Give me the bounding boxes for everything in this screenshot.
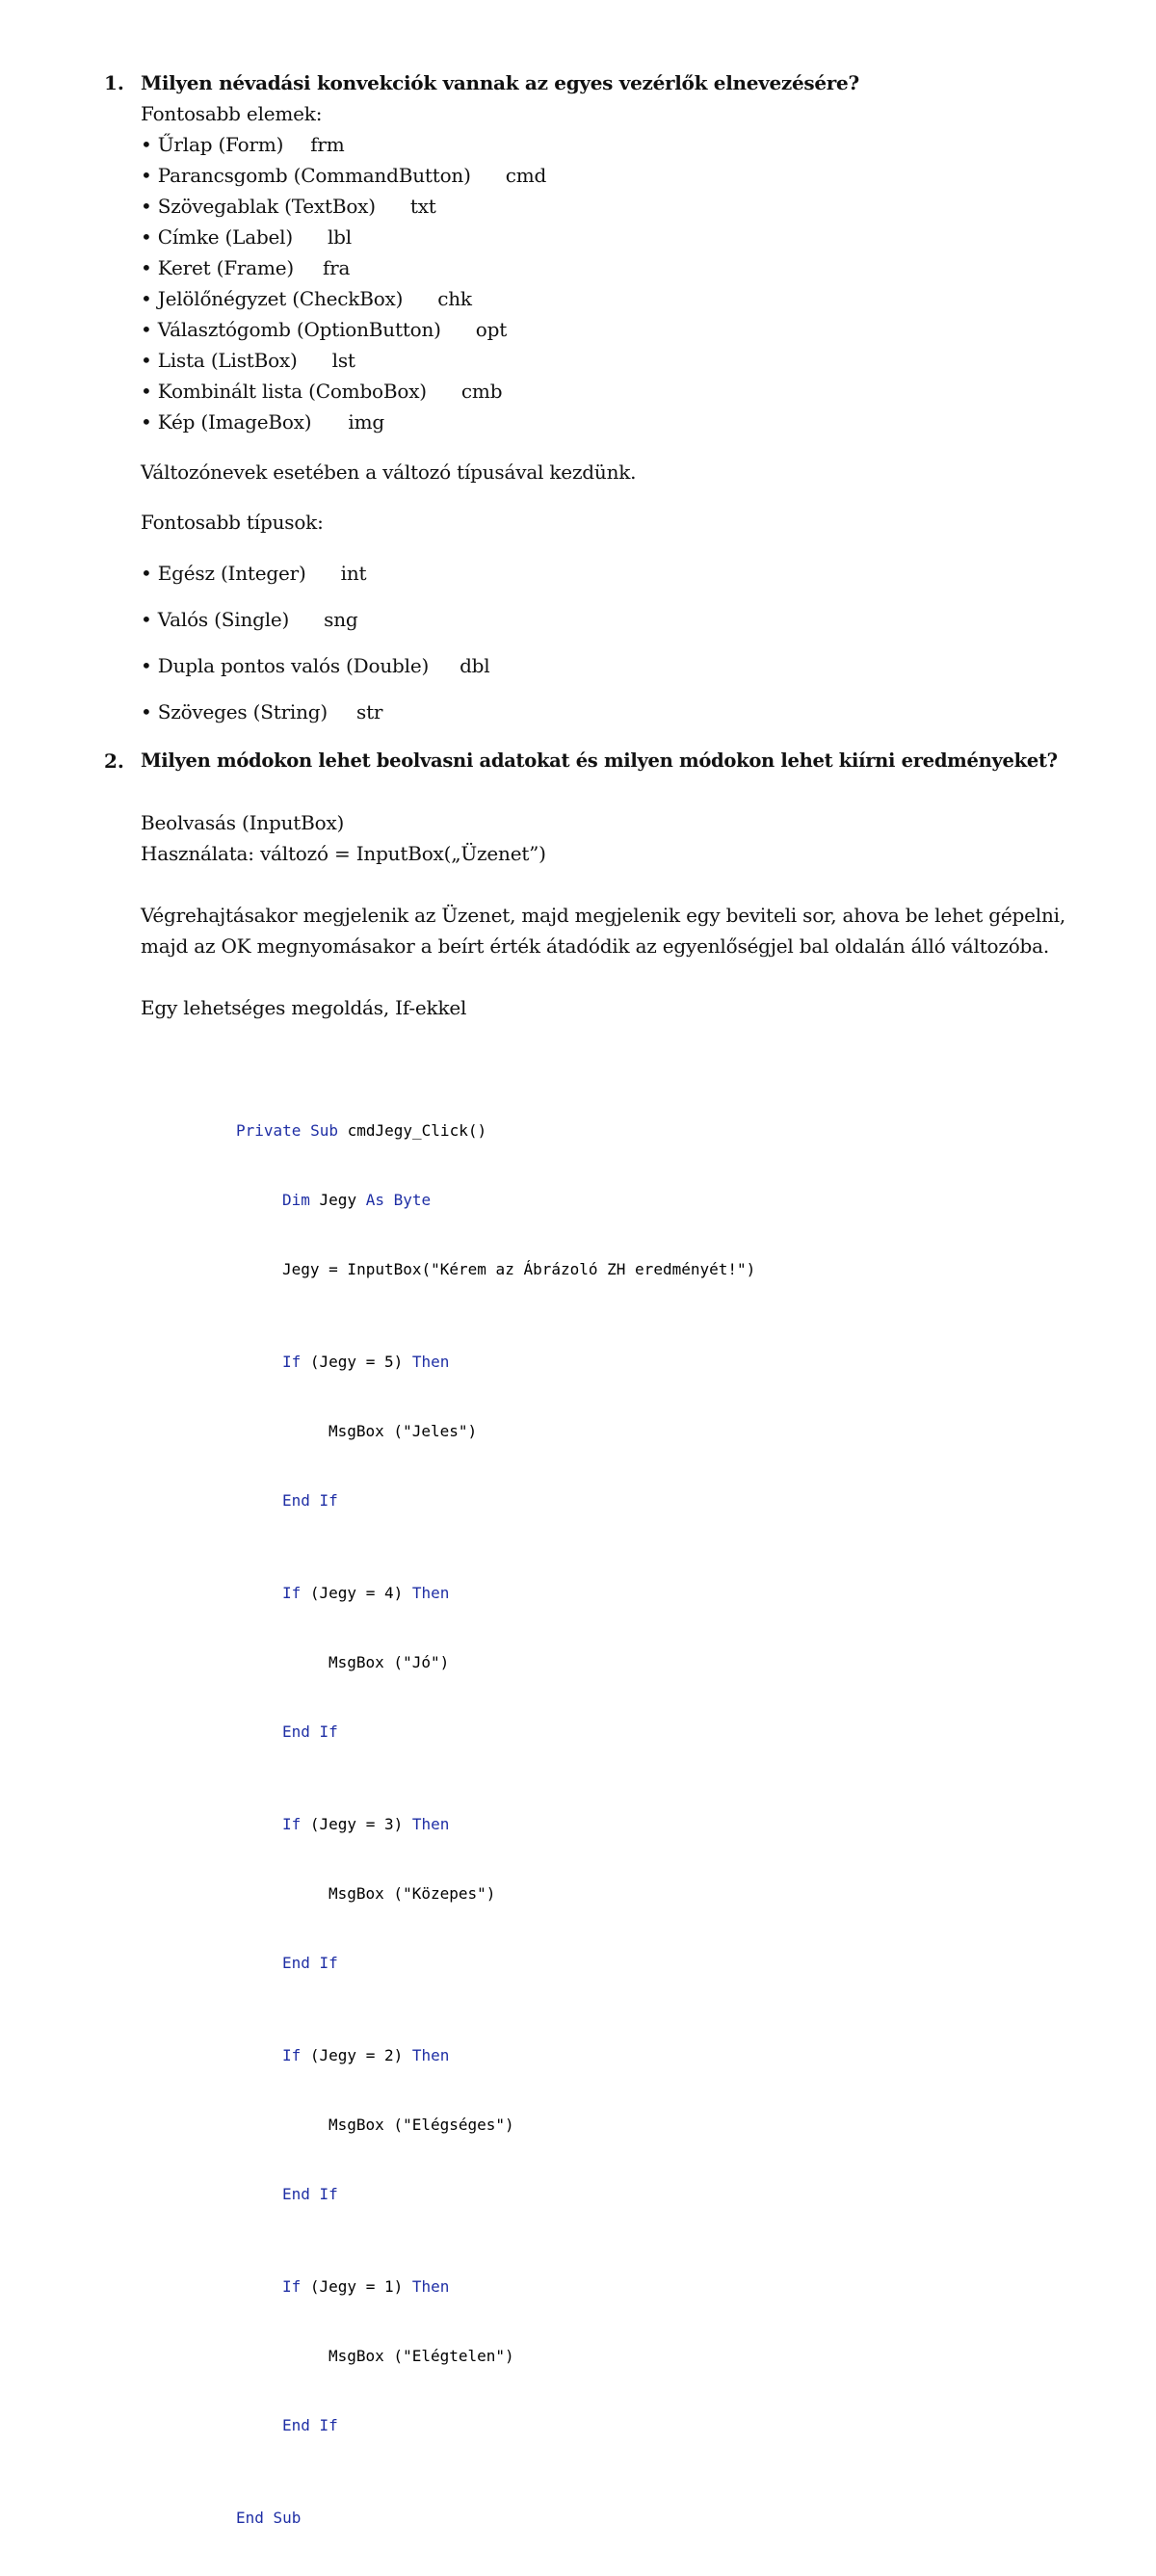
- code-line: End If: [282, 1491, 338, 1510]
- code-text: (Jegy = 1): [301, 2277, 412, 2296]
- solution-caption: Egy lehetséges megoldás, If-ekkel: [141, 996, 467, 1019]
- control-abbr: opt: [475, 318, 508, 341]
- code-keyword: If: [282, 2277, 302, 2296]
- code-text: MsgBox ("Jó"): [328, 1653, 450, 1671]
- control-abbr: fra: [322, 256, 351, 279]
- description-line-1: Végrehajtásakor megjelenik az Üzenet, majd megjelenik egy beviteli sor, ahova be lehet gépelni,: [141, 904, 1066, 927]
- control-abbr: chk: [437, 287, 472, 310]
- code-text: (Jegy = 2): [301, 2046, 412, 2064]
- code-line: End If: [282, 2416, 338, 2434]
- code-line: [236, 1119, 755, 1143]
- question-1-number: 1.: [104, 71, 124, 94]
- control-label: • Jelölőnégyzet (CheckBox): [141, 287, 404, 310]
- code-keyword: If: [282, 1353, 302, 1371]
- code-line: [236, 1813, 755, 1836]
- code-keyword: If: [282, 1815, 302, 1833]
- control-abbr: lst: [331, 349, 355, 372]
- control-abbr: frm: [310, 133, 345, 156]
- control-label: • Parancsgomb (CommandButton): [141, 164, 471, 187]
- code-block: [236, 1073, 755, 2576]
- code-line: [236, 2044, 755, 2067]
- code-keyword: Then: [411, 1584, 450, 1602]
- code-line: [236, 1258, 755, 1281]
- control-label: • Választógomb (OptionButton): [141, 318, 441, 341]
- control-item: [141, 318, 507, 341]
- control-label: • Kép (ImageBox): [141, 410, 312, 434]
- code-text: MsgBox ("Elégséges"): [328, 2116, 514, 2134]
- control-label: • Kombinált lista (ComboBox): [141, 380, 427, 403]
- type-abbr: str: [356, 700, 383, 723]
- code-text: MsgBox ("Elégtelen"): [328, 2347, 514, 2365]
- control-item: [141, 380, 502, 403]
- code-text: MsgBox ("Közepes"): [328, 1884, 496, 1903]
- code-line: [236, 1882, 755, 1906]
- type-item: [141, 654, 489, 677]
- type-label: • Egész (Integer): [141, 562, 306, 585]
- control-abbr: cmd: [505, 164, 547, 187]
- code-keyword: If: [282, 1584, 302, 1602]
- code-line: End If: [282, 1722, 338, 1741]
- code-line: [236, 1189, 755, 1212]
- code-line: End If: [282, 2185, 338, 2203]
- types-intro: Fontosabb típusok:: [141, 511, 324, 534]
- type-abbr: sng: [324, 608, 358, 631]
- usage-line: Használata: változó = InputBox(„Üzenet”): [141, 842, 546, 865]
- code-line: [236, 1351, 755, 1374]
- code-line: [236, 2345, 755, 2368]
- question-2-number: 2.: [104, 749, 124, 773]
- code-keyword: Then: [411, 2277, 450, 2296]
- code-text: MsgBox ("Jeles"): [328, 1422, 478, 1440]
- type-item: [141, 700, 382, 723]
- code-line: End Sub: [236, 2509, 302, 2527]
- code-line: [236, 2114, 755, 2137]
- code-keyword: Then: [411, 1353, 450, 1371]
- type-label: • Valós (Single): [141, 608, 290, 631]
- code-text: (Jegy = 3): [301, 1815, 412, 1833]
- code-keyword: Then: [411, 2046, 450, 2064]
- control-label: • Címke (Label): [141, 225, 293, 249]
- type-label: • Szöveges (String): [141, 700, 328, 723]
- code-line: End If: [282, 1954, 338, 1972]
- control-item: [141, 133, 345, 156]
- control-item: [141, 225, 352, 249]
- type-abbr: dbl: [460, 654, 490, 677]
- control-abbr: img: [348, 410, 384, 434]
- code-keyword: Then: [411, 1815, 450, 1833]
- code-keyword: If: [282, 2046, 302, 2064]
- control-label: • Űrlap (Form): [141, 133, 284, 156]
- code-text: cmdJegy_Click(): [337, 1121, 487, 1140]
- type-label: • Dupla pontos valós (Double): [141, 654, 430, 677]
- control-item: [141, 195, 436, 218]
- control-abbr: cmb: [460, 380, 503, 403]
- control-label: • Lista (ListBox): [141, 349, 298, 372]
- controls-intro: Fontosabb elemek:: [141, 102, 323, 125]
- control-item: [141, 256, 350, 279]
- read-heading: Beolvasás (InputBox): [141, 811, 345, 834]
- code-keyword: As Byte: [365, 1191, 432, 1209]
- description-line-2: majd az OK megnyomásakor a beírt érték átadódik az egyenlőségjel bal oldalán álló változóba.: [141, 934, 1050, 958]
- control-item: [141, 349, 355, 372]
- code-text: (Jegy = 5): [301, 1353, 412, 1371]
- code-text: Jegy = InputBox("Kérem az Ábrázoló ZH eredményét!"): [282, 1260, 756, 1278]
- question-1-title: Milyen névadási konvekciók vannak az egyes vezérlők elnevezésére?: [141, 71, 859, 94]
- code-line: [236, 1420, 755, 1443]
- control-item: [141, 164, 546, 187]
- code-text: Jegy: [309, 1191, 366, 1209]
- type-item: [141, 562, 366, 585]
- question-2-title: Milyen módokon lehet beolvasni adatokat és milyen módokon lehet kiírni eredményeket?: [141, 749, 1058, 772]
- control-item: [141, 287, 472, 310]
- control-abbr: lbl: [327, 225, 352, 249]
- control-abbr: txt: [409, 195, 436, 218]
- type-item: [141, 608, 358, 631]
- control-label: • Szövegablak (TextBox): [141, 195, 376, 218]
- code-line: [236, 2275, 755, 2299]
- code-line: [236, 1582, 755, 1605]
- code-line: [236, 1651, 755, 1674]
- type-abbr: int: [340, 562, 367, 585]
- control-label: • Keret (Frame): [141, 256, 294, 279]
- code-keyword: Private Sub: [236, 1121, 338, 1140]
- code-text: (Jegy = 4): [301, 1584, 412, 1602]
- control-item: [141, 410, 384, 434]
- code-keyword: Dim: [282, 1191, 310, 1209]
- variables-note: Változónevek esetében a változó típusával kezdünk.: [141, 460, 637, 484]
